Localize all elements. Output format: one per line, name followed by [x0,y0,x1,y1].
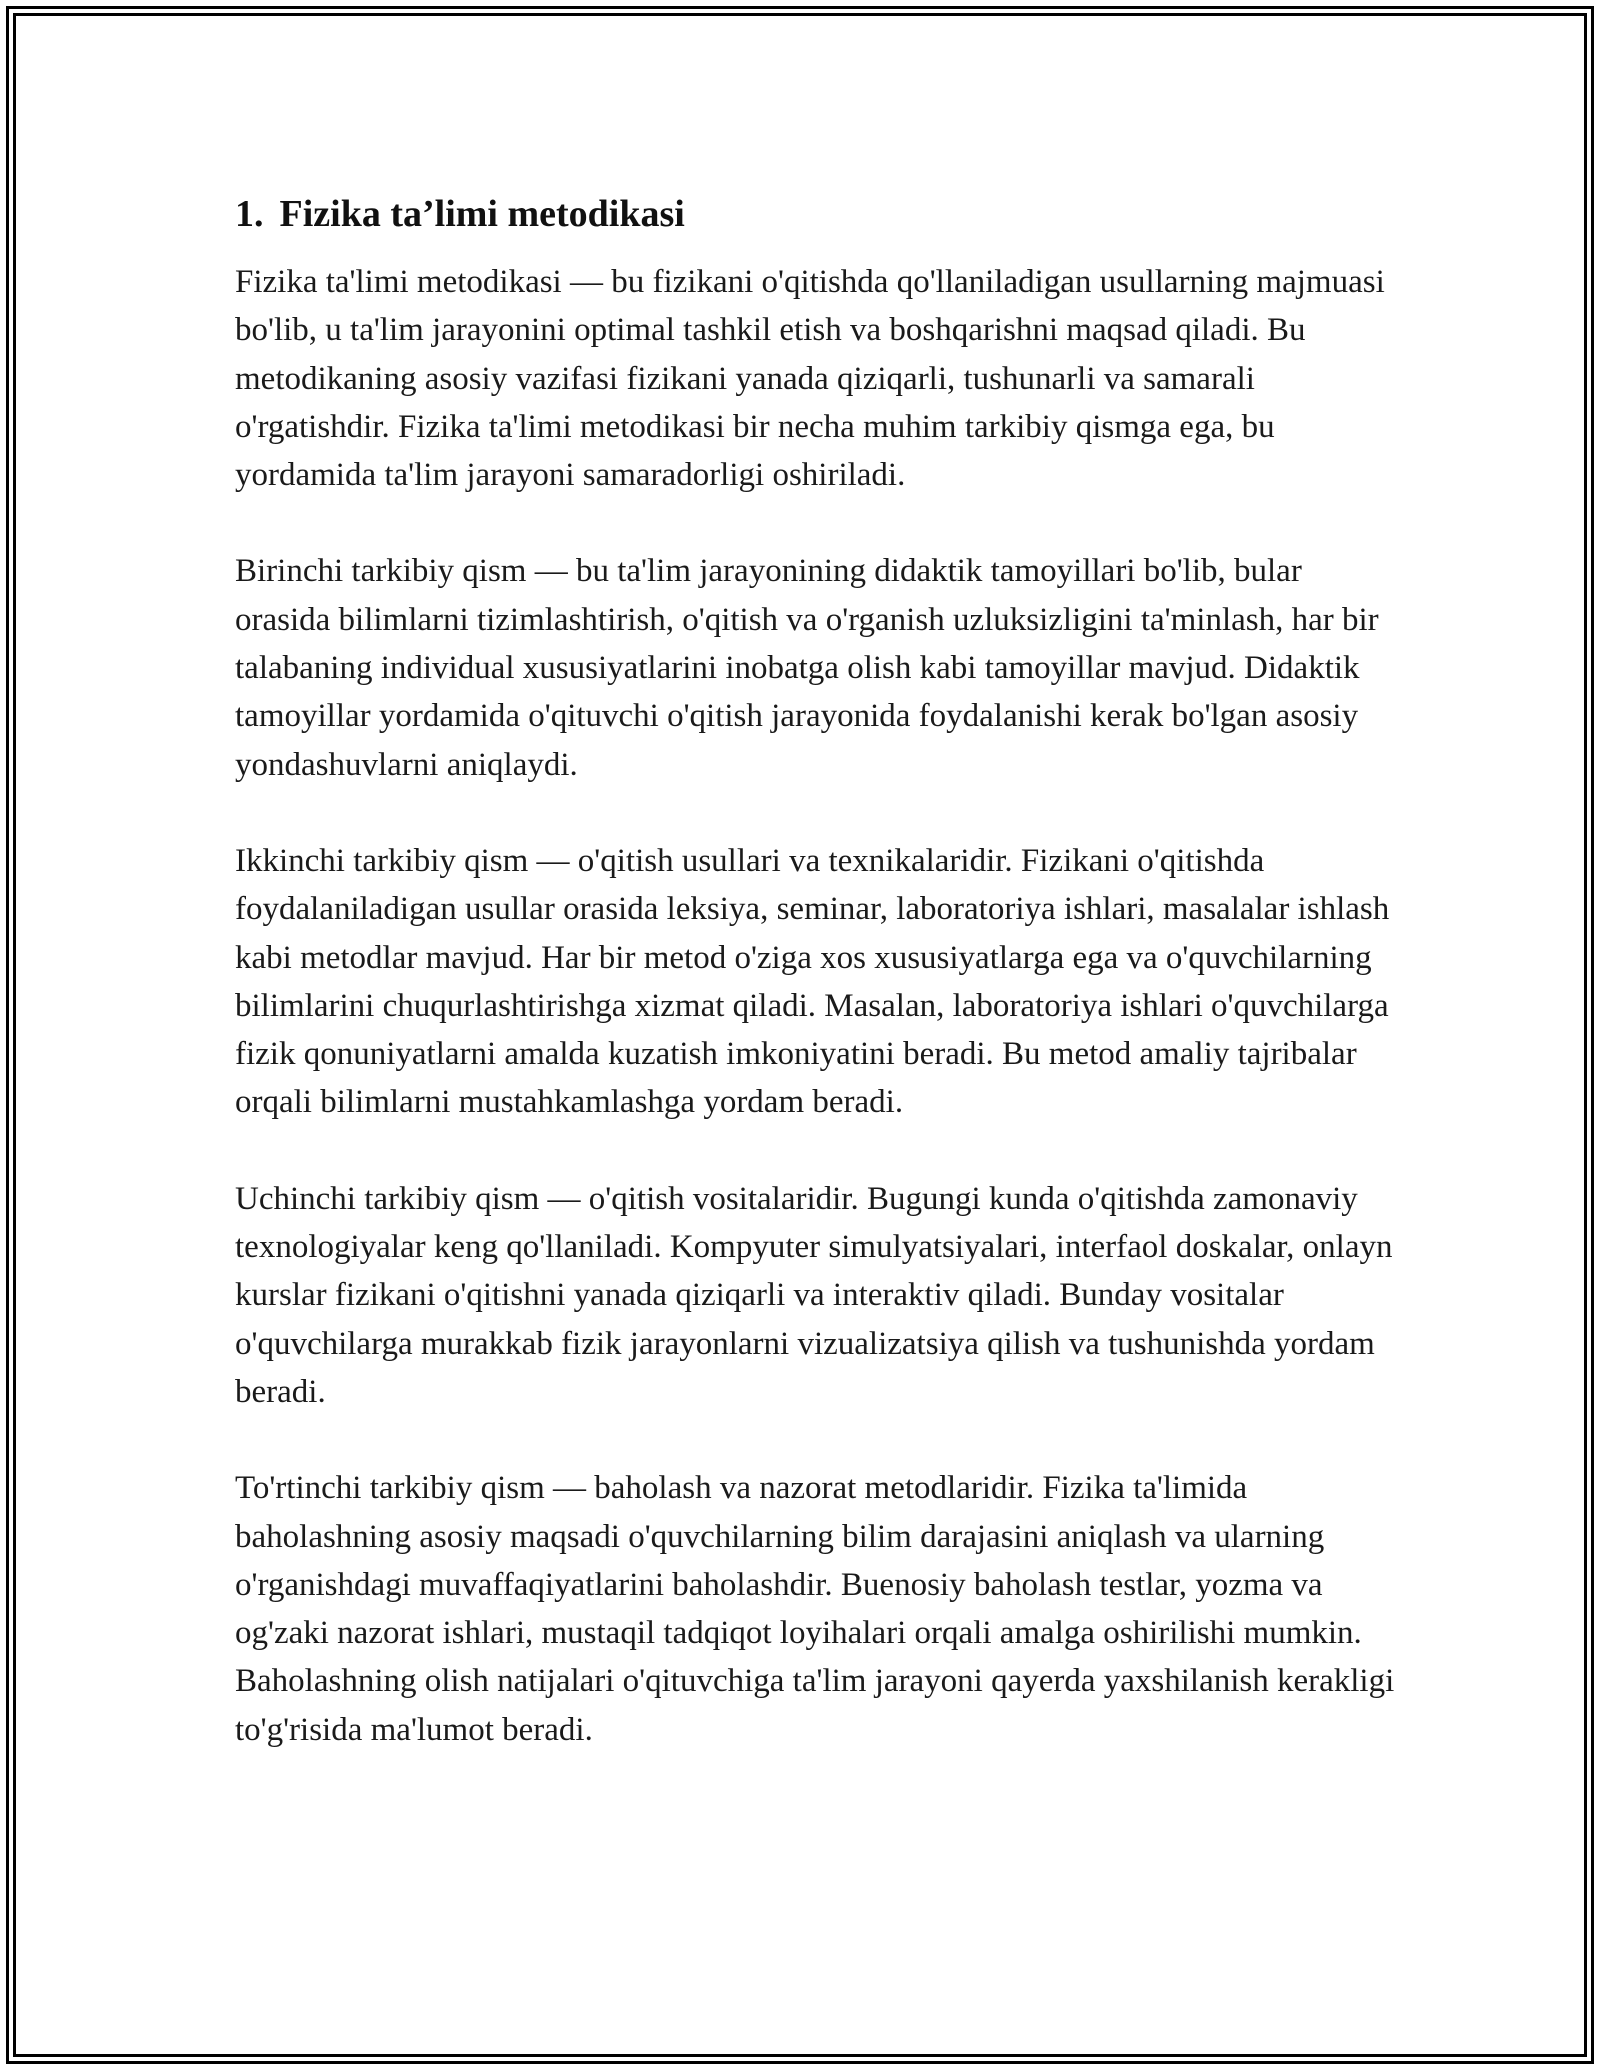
paragraph-second-component: Ikkinchi tarkibiy qism — o'qitish usullari va texnikalaridir. Fizikani o'qitishda foydalaniladigan usullar orasida leksiya, seminar, laboratoriya ishlari, masalalar ishlash kabi metodlar mavjud. Har bir metod o'ziga xos xususiyatlarga ega va o'quvchilarning bilimlarini chuqurlashtirishga xizmat qiladi. Masalan, laboratoriya ishlari o'quvchilarga fizik qonuniyatlarni amalda kuzatish imkoniyatini beradi. Bu metod amaliy tajribalar orqali bilimlarni mustahkamlashga yordam beradi. [235,842,1390,1121]
document-body [235,188,1405,1754]
paragraph-fourth-component: To'rtinchi tarkibiy qism — baholash va nazorat metodlaridir. Fizika ta'limida baholashning asosiy maqsadi o'quvchilarning bilim darajasini aniqlash va ularning o'rganishdagi muvaffaqiyatlarini baholashdir. Buenosiy baholash testlar, yozma va og'zaki nazorat ishlari, mustaqil tadqiqot loyihalari orqali amalga oshirilishi mumkin. Baholashning olish natijalari o'qituvchiga ta'lim jarayoni qayerda yaxshilanish kerakligi to'g'risida ma'lumot beradi. [235,1470,1395,1748]
paragraph-intro: Fizika ta'limi metodikasi — bu fizikani o'qitishda qo'llaniladigan usullarning majmuasi bo'lib, u ta'lim jarayonini optimal tashkil etish va boshqarishni maqsad qiladi. Bu metodikaning asosiy vazifasi fizikani yanada qiziqarli, tushunarli va samarali o'rgatishdir. Fizika ta'limi metodikasi bir necha muhim tarkibiy qismga ega, bu yordamida ta'lim jarayoni samaradorligi oshiriladi. [235,264,1385,494]
paragraph-third-component: Uchinchi tarkibiy qism — o'qitish vositalaridir. Bugungi kunda o'qitishda zamonaviy texnologiyalar keng qo'llaniladi. Kompyuter simulyatsiyalari, interfaol doskalar, onlayn kurslar fizikani o'qitishni yanada qiziqarli va interaktiv qiladi. Bunday vositalar o'quvchilarga murakkab fizik jarayonlarni vizualizatsiya qilish va tushunishda yordam beradi. [235,1180,1393,1410]
paragraph-first-component: Birinchi tarkibiy qism — bu ta'lim jarayonining didaktik tamoyillari bo'lib, bular orasida bilimlarni tizimlashtirish, o'qitish va o'rganish uzluksizligini ta'minlash, har bir talabaning individual xususiyatlarini inobatga olish kabi tamoyillar mavjud. Didaktik tamoyillar yordamida o'qituvchi o'qitish jarayonida foydalanishi kerak bo'lgan asosiy yondashuvlarni aniqlaydi. [235,553,1379,783]
section-number: 1. [235,193,264,235]
section-title: Fizika ta’limi metodikasi [279,193,685,235]
section-heading [235,188,1405,240]
